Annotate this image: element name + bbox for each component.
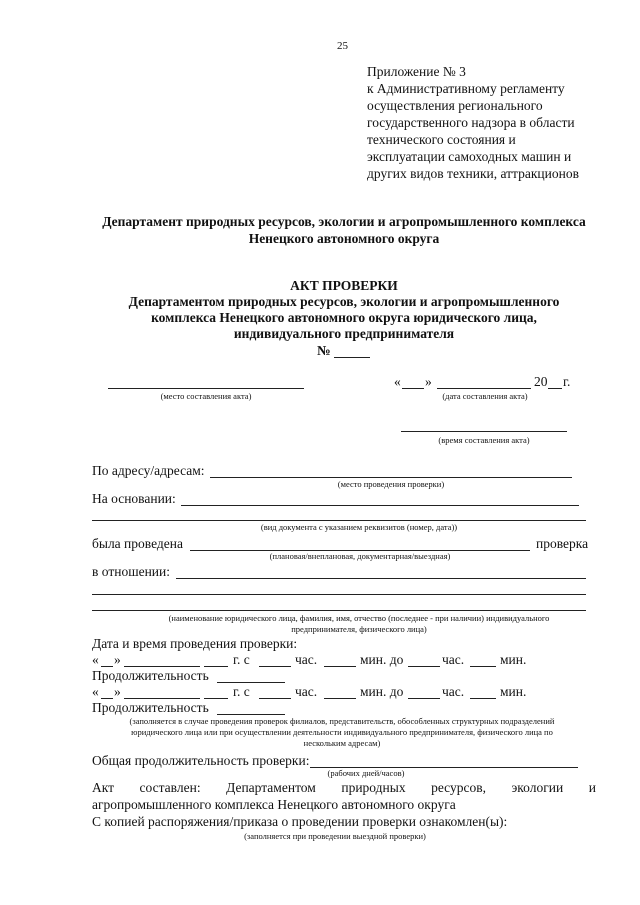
- row2-close-quote: »: [114, 684, 121, 699]
- date-open-quote: «: [394, 374, 401, 389]
- row2-min-from-field[interactable]: [324, 698, 356, 699]
- row1-min: мин.: [500, 652, 527, 667]
- row1-hour-from-field[interactable]: [259, 666, 291, 667]
- basis-field-2[interactable]: [92, 520, 586, 521]
- compiled-word: природных: [341, 780, 406, 795]
- basis-caption: (вид документа с указанием реквизитов (номер, дата)): [260, 522, 458, 532]
- basis-field[interactable]: [181, 505, 579, 506]
- regarding-caption-1: (наименование юридического лица, фамилия, имя, отчество (последнее - при наличии) индивидуального: [168, 613, 550, 623]
- duration-field-2[interactable]: [217, 714, 285, 715]
- row2-chas: час.: [295, 684, 318, 699]
- conducted-suffix: проверка: [536, 536, 589, 551]
- row2-min-do: мин. до: [360, 684, 404, 699]
- row2-open-quote: «: [92, 684, 99, 699]
- act-subtitle-3: индивидуального предпринимателя: [233, 326, 455, 341]
- compiled-word: Акт: [92, 780, 115, 795]
- annex-line: Приложение № 3: [367, 64, 466, 79]
- row2-min-to-field[interactable]: [470, 698, 496, 699]
- date-caption: (дата составления акта): [442, 391, 528, 401]
- compiled-word: экологии: [511, 780, 564, 795]
- total-label: Общая продолжительность проверки:: [92, 753, 310, 768]
- duration-caption-3: нескольким адресам): [303, 738, 381, 748]
- row2-chas2: час.: [442, 684, 465, 699]
- annex-line: к Административному регламенту: [367, 81, 565, 96]
- annex-line: государственного надзора в области: [367, 115, 575, 130]
- total-caption: (рабочих дней/часов): [327, 768, 405, 778]
- row1-month-field[interactable]: [124, 666, 200, 667]
- address-caption: (место проведения проверки): [337, 479, 445, 489]
- conducted-caption: (плановая/внеплановая, документарная/выездная): [269, 551, 451, 561]
- annex-line: осуществления регионального: [367, 98, 543, 113]
- department-heading-line2: Ненецкого автономного округа: [248, 231, 440, 246]
- row1-year-field[interactable]: [204, 666, 228, 667]
- row2-month-field[interactable]: [124, 698, 200, 699]
- date-month-field[interactable]: [437, 388, 531, 389]
- regarding-label: в отношении:: [92, 564, 171, 579]
- row2-g-s: г. с: [233, 684, 250, 699]
- act-number-label: №: [317, 343, 331, 358]
- basis-label: На основании:: [92, 491, 176, 506]
- place-field[interactable]: [108, 388, 304, 389]
- row2-year-field[interactable]: [204, 698, 228, 699]
- compiled-word: Департаментом: [226, 780, 316, 795]
- row1-hour-to-field[interactable]: [408, 666, 440, 667]
- row2-min: мин.: [500, 684, 527, 699]
- row1-chas2: час.: [442, 652, 465, 667]
- duration-label-1: Продолжительность: [92, 668, 209, 683]
- regarding-caption-2: предпринимателя, физического лица): [291, 624, 427, 634]
- act-subtitle-2: комплекса Ненецкого автономного округа юридического лица,: [151, 310, 537, 325]
- compiled-word: и: [588, 780, 596, 795]
- date-day-field[interactable]: [402, 388, 424, 389]
- department-heading-line1: Департамент природных ресурсов, экологии и агропромышленного комплекса: [102, 214, 586, 229]
- annex-line: других видов техники, аттракционов: [367, 166, 579, 181]
- date-close-quote: »: [425, 374, 432, 389]
- conducted-label: была проведена: [92, 536, 183, 551]
- date-year-field[interactable]: [548, 388, 562, 389]
- row2-hour-from-field[interactable]: [259, 698, 291, 699]
- compiled-word: составлен:: [139, 780, 201, 795]
- duration-label-2: Продолжительность: [92, 700, 209, 715]
- duration-caption-1: (заполняется в случае проведения проверок филиалов, представительств, обособленных структурных подразделений: [129, 716, 555, 726]
- regarding-field-2[interactable]: [92, 594, 586, 595]
- act-subtitle-1: Департаментом природных ресурсов, экологии и агропромышленного: [128, 294, 560, 309]
- copy-caption: (заполняется при проведении выездной проверки): [244, 831, 426, 841]
- regarding-field[interactable]: [176, 578, 586, 579]
- page-number: 25: [337, 40, 348, 52]
- address-field[interactable]: [210, 477, 572, 478]
- row1-close-quote: »: [114, 652, 121, 667]
- address-label: По адресу/адресам:: [92, 463, 205, 478]
- compiled-word: ресурсов,: [431, 780, 486, 795]
- row1-min-do: мин. до: [360, 652, 404, 667]
- compiled-line-1: [92, 780, 596, 796]
- row1-min-from-field[interactable]: [324, 666, 356, 667]
- row1-g-s: г. с: [233, 652, 250, 667]
- act-number-field[interactable]: [334, 357, 370, 358]
- date-year-suffix: г.: [563, 374, 571, 389]
- duration-field-1[interactable]: [217, 682, 285, 683]
- annex-block: [367, 63, 579, 182]
- row1-min-to-field[interactable]: [470, 666, 496, 667]
- row2-day-field[interactable]: [101, 698, 113, 699]
- act-title: АКТ ПРОВЕРКИ: [290, 278, 398, 293]
- annex-line: эксплуатации самоходных машин и: [367, 149, 572, 164]
- duration-caption-2: юридического лица или при осуществлении деятельности индивидуального предпринимателя, физического лица по: [131, 727, 553, 737]
- copy-label: С копией распоряжения/приказа о проведении проверки ознакомлен(ы):: [92, 814, 508, 829]
- annex-line: технического состояния и: [367, 132, 516, 147]
- row1-chas: час.: [295, 652, 318, 667]
- regarding-field-3[interactable]: [92, 610, 586, 611]
- row1-open-quote: «: [92, 652, 99, 667]
- row1-day-field[interactable]: [101, 666, 113, 667]
- row2-hour-to-field[interactable]: [408, 698, 440, 699]
- compiled-line-2: агропромышленного комплекса Ненецкого автономного округа: [92, 797, 456, 812]
- datetime-label: Дата и время проведения проверки:: [92, 636, 298, 651]
- time-field[interactable]: [401, 431, 567, 432]
- date-year-prefix: 20: [534, 374, 548, 389]
- time-caption: (время составления акта): [438, 435, 530, 445]
- place-caption: (место составления акта): [160, 391, 252, 401]
